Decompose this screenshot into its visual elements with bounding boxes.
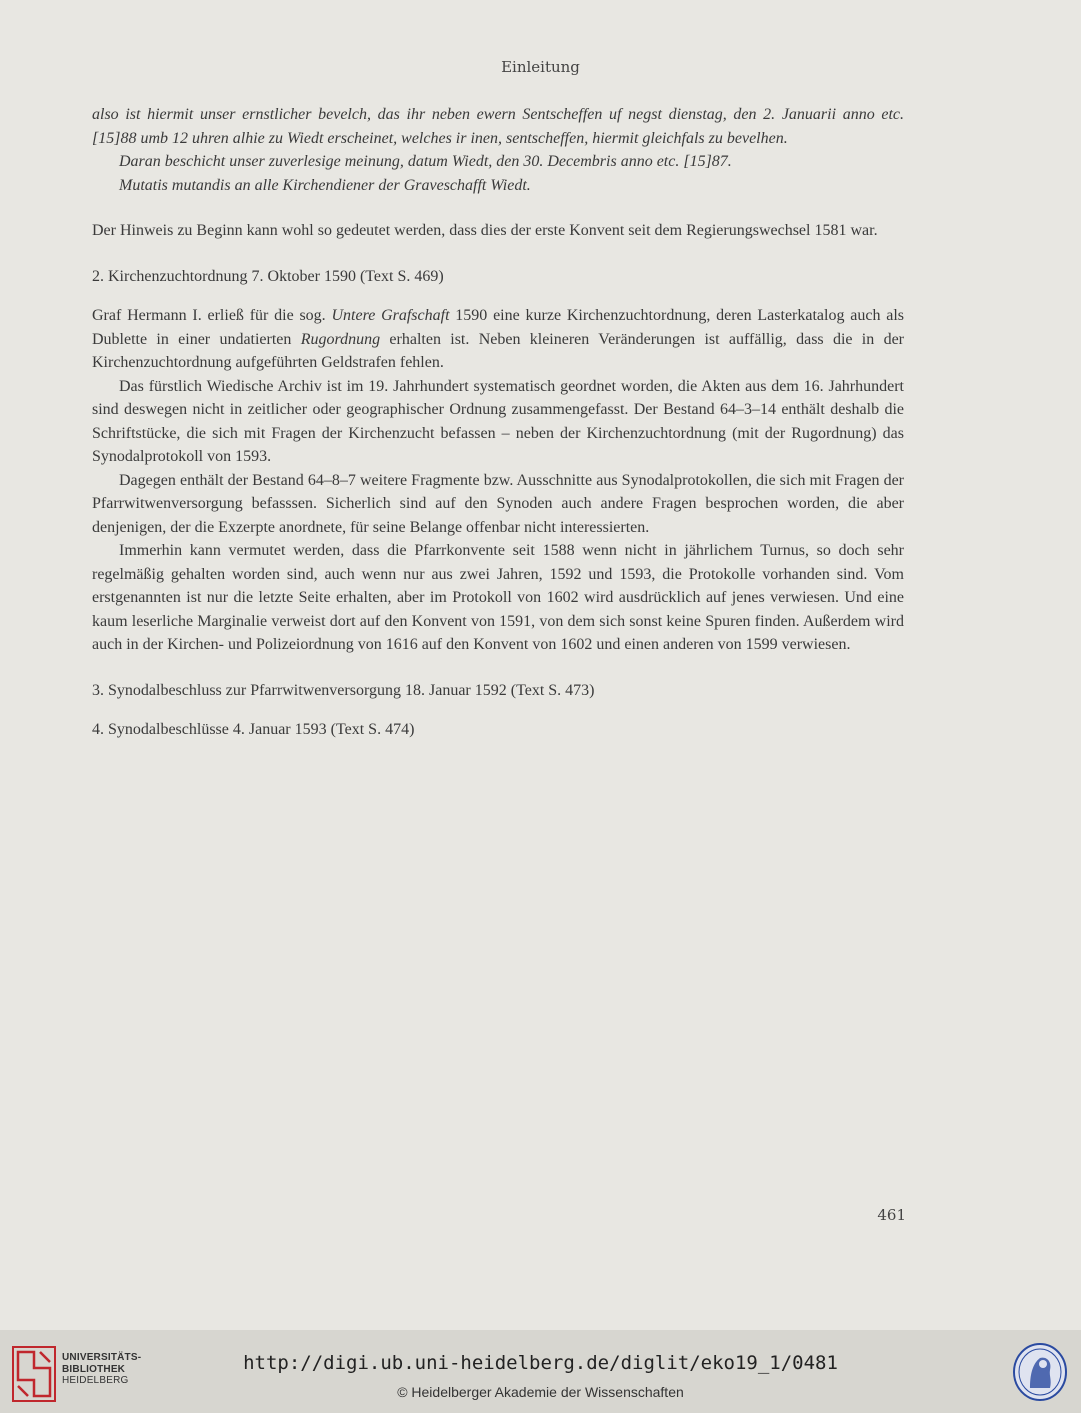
section-heading-2: 2. Kirchenzuchtordnung 7. Oktober 1590 (Text S. 469) <box>92 267 444 285</box>
library-name: UNIVERSITÄTS- BIBLIOTHEK HEIDELBERG <box>62 1352 142 1386</box>
paragraph-dagegen: Dagegen enthält der Bestand 64–8–7 weitere Fragmente bzw. Ausschnitte aus Synodalprotokollen, die sich mit Fragen der Pfarrwitwenversorgung befasssen. Sicherlich sind auf den Synoden auch andere Fragen besprochen worden, die aber denjenigen, der die Exzerpte anordnete, für seine Belange offenbar nicht interessierten. <box>92 471 904 536</box>
viewer-footer <box>0 1330 1081 1413</box>
permalink-url[interactable]: http://digi.ub.uni-heidelberg.de/diglit/eko19_1/0481 <box>243 1352 838 1374</box>
academy-seal-icon[interactable] <box>1012 1342 1068 1402</box>
copyright-notice: © Heidelberger Akademie der Wissenschaften <box>397 1384 684 1400</box>
page-number: 461 <box>877 1206 906 1224</box>
quote-paragraph-3: Mutatis mutandis an alle Kirchendiener der Graveschafft Wiedt. <box>119 176 531 194</box>
paragraph-archiv: Das fürstlich Wiedische Archiv ist im 19. Jahrhundert systematisch geordnet worden, die Akten aus dem 16. Jahrhundert sind deswegen nicht in zeitlicher oder geographischer Ordnung zusammengefasst. Der Bestand 64–3–14 enthält deshalb die Schriftstücke, die sich mit Fragen der Kirchenzucht befassen – neben der Kirchenzuchtordnung (mit der Rugordnung) das Synodalprotokoll von 1593. <box>92 377 904 465</box>
running-header: Einleitung <box>501 58 580 76</box>
paragraph-immerhin: Immerhin kann vermutet werden, dass die Pfarrkonvente seit 1588 wenn nicht in jährlichem Turnus, so doch sehr regelmäßig gehalten worden sind, auch wenn nur aus zwei Jahren, 1592 und 1593, die Protokolle vorhanden sind. Vom erstgenannten ist nur die letzte Seite erhalten, aber im Protokoll von 1602 wird ausdrücklich auf jenes verwiesen. Und eine kaum leserliche Marginalie verweist dort auf den Konvent von 1591, von dem sich sonst keine Spuren finden. Außerdem wird auch in der Kirchen- und Polizeiordnung von 1616 auf den Konvent von 1602 und einen anderen von 1599 verwiesen. <box>92 542 904 653</box>
section-heading-3: 3. Synodalbeschluss zur Pfarrwitwenversorgung 18. Januar 1592 (Text S. 473) <box>92 681 595 699</box>
paragraph-graf: Graf Hermann I. erließ für die sog. Untere Grafschaft 1590 eine kurze Kirchenzuchtordnung, deren Lasterkatalog auch als Dublette in einer undatierten Rugordnung erhalten ist. Neben kleineren Veränderungen ist auffällig, dass die in der Kirchenzuchtordnung aufgeführten Geldstrafen fehlen. <box>92 307 905 371</box>
italic-untere-grafschaft: Untere Grafschaft <box>331 307 450 324</box>
italic-rugordnung: Rugordnung <box>300 330 381 348</box>
paragraph-hinweis: Der Hinweis zu Beginn kann wohl so gedeutet werden, dass dies der erste Konvent seit dem Regierungswechsel 1581 war. <box>92 222 878 239</box>
page-body <box>92 103 904 742</box>
section-heading-4: 4. Synodalbeschlüsse 4. Januar 1593 (Text S. 474) <box>92 721 415 738</box>
quote-paragraph-1: also ist hiermit unser ernstlicher bevelch, das ihr neben ewern Sentscheffen uf negst dienstag, den 2. Januarii anno etc. [15]88 umb 12 uhren alhie zu Wiedt erscheinet, welches ir inen, sentscheffen, hiermit gleichfals zu bevelhen. <box>92 106 904 147</box>
quote-paragraph-2: Daran beschicht unser zuverlesige meinung, datum Wiedt, den 30. Decembris anno etc. [15]87. <box>119 153 732 170</box>
